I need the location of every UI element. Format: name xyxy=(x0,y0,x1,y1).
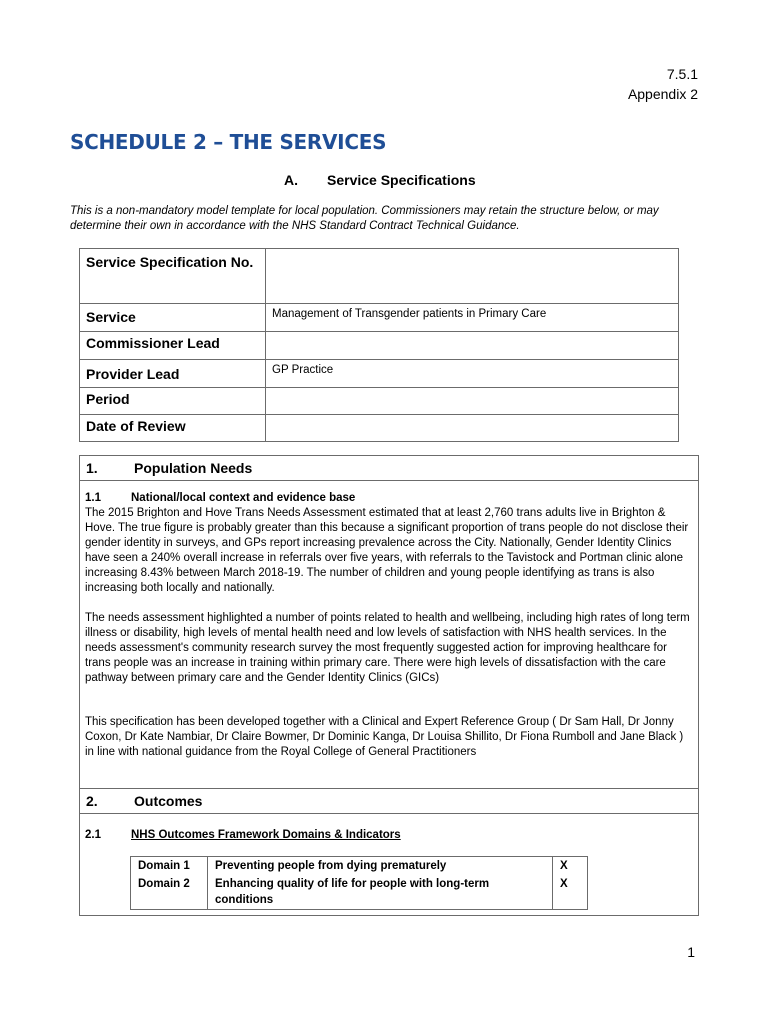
section-number: 1. xyxy=(86,460,98,476)
domain-label: Domain 2 xyxy=(131,875,208,910)
row-value: Management of Transgender patients in Primary Care xyxy=(266,304,679,332)
domain-mark: X xyxy=(553,875,588,910)
subsection-heading xyxy=(85,828,693,843)
row-label: Provider Lead xyxy=(80,360,266,388)
document-reference xyxy=(628,64,698,104)
row-label: Date of Review xyxy=(80,415,266,442)
subheading-letter: A. xyxy=(284,172,298,188)
row-value xyxy=(266,415,679,442)
row-value xyxy=(266,332,679,360)
page-number: 1 xyxy=(687,944,695,960)
subsection-heading xyxy=(85,491,693,506)
section-body xyxy=(80,481,698,760)
section-number: 2. xyxy=(86,793,98,809)
table-row xyxy=(80,415,679,442)
row-label: Period xyxy=(80,388,266,415)
table-row xyxy=(80,360,679,388)
subsection-number: 2.1 xyxy=(85,829,101,841)
section-heading xyxy=(80,456,698,481)
table-row xyxy=(131,857,588,876)
body-paragraph: The 2015 Brighton and Hove Trans Needs Assessment estimated that at least 2,760 trans adults live in Brighton & Hove. The true figure is probably greater than this because a significant proportion of trans people do not disclose their gender identity in surveys, and GPs report increasing prevalence across the City. Nationally, Gender Identity Clinics have seen a 240% overall increase in referrals over five years, with referrals to the Tavistock and Portman clinic alone increasing 8.43% between March 2018-19. The number of children and young people identifying as trans is also increasing both locally and nationally. xyxy=(85,507,689,594)
row-label: Service xyxy=(80,304,266,332)
outcomes-section xyxy=(79,788,699,916)
body-paragraph: The needs assessment highlighted a number of points related to health and wellbeing, including high rates of long term illness or disability, high levels of mental health need and low levels of satisfaction with NHS health services. In the needs assessment's community research survey the most frequently suggested action for improving healthcare for trans people was an increase in training within primary care. There were high levels of dissatisfaction with the care pathway between primary care and the Gender Identity Clinics (GICs) xyxy=(85,612,690,684)
domain-mark: X xyxy=(553,857,588,876)
row-label: Commissioner Lead xyxy=(80,332,266,360)
domain-description: Preventing people from dying prematurely xyxy=(208,857,553,876)
intro-text: This is a non-mandatory model template for local population. Commissioners may retain the structure below, or may determine their own in accordance with the NHS Standard Contract Technical Guidance. xyxy=(70,205,659,232)
section-title: Outcomes xyxy=(134,793,203,809)
body-paragraph: This specification has been developed together with a Clinical and Expert Reference Group ( Dr Sam Hall, Dr Jonny Coxon, Dr Kate Nambiar, Dr Claire Bowmer, Dr Dominic Kanga, Dr Louisa Shillito, Dr Fiona Rumboll and Jane Black ) in line with national guidance from the Royal College of General Practitioners xyxy=(85,716,684,758)
page-title: SCHEDULE 2 – THE SERVICES xyxy=(70,130,387,154)
table-row xyxy=(80,304,679,332)
table-row xyxy=(80,388,679,415)
row-value: GP Practice xyxy=(266,360,679,388)
table-row xyxy=(131,875,588,910)
subsection-number: 1.1 xyxy=(85,492,101,504)
outcomes-domain-table xyxy=(130,856,588,910)
reference-number: 7.5.1 xyxy=(666,66,698,82)
table-row xyxy=(80,332,679,360)
service-spec-table xyxy=(79,248,679,442)
domain-description: Enhancing quality of life for people with long-term conditions xyxy=(208,875,553,910)
section-title: Population Needs xyxy=(134,460,253,476)
section-body xyxy=(80,814,698,910)
section-heading xyxy=(80,789,698,814)
appendix-label: Appendix 2 xyxy=(627,86,698,102)
row-value xyxy=(266,249,679,304)
subheading-text: Service Specifications xyxy=(327,172,476,188)
table-row xyxy=(80,249,679,304)
subsection-title: National/local context and evidence base xyxy=(131,492,356,504)
population-needs-section xyxy=(79,455,699,789)
row-label: Service Specification No. xyxy=(80,249,266,304)
domain-label: Domain 1 xyxy=(131,857,208,876)
section-subheading xyxy=(284,172,476,188)
subsection-title: NHS Outcomes Framework Domains & Indicators xyxy=(131,829,401,841)
row-value xyxy=(266,388,679,415)
